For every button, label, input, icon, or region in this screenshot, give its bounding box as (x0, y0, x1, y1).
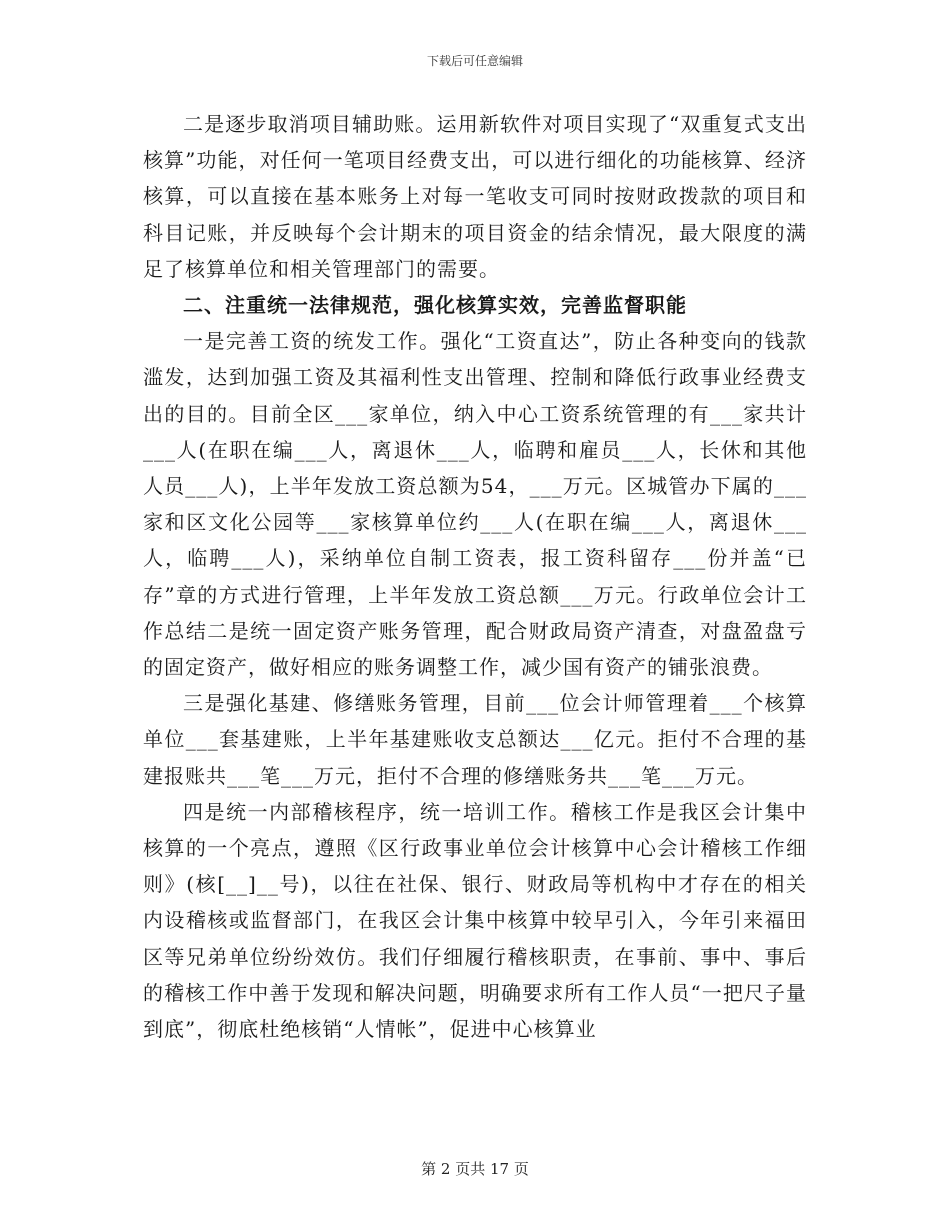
section-heading: 二、注重统一法律规范，强化核算实效，完善监督职能 (183, 293, 687, 318)
paragraph-construction: 三是强化基建、修缮账务管理，目前___位会计师管理着___个核算单位___套基建账，上半年基建账收支总额达___亿元。拒付不合理的基建报账共___笔___万元，拒付不合理的修缮账务共___笔___万元。 (143, 691, 807, 788)
paragraph-project-ledger: 二是逐步取消项目辅助账。运用新软件对项目实现了“双重复式支出核算”功能，对任何一笔项目经费支出，可以进行细化的功能核算、经济核算，可以直接在基本账务上对每一笔收支可同时按财政拨款的项目和科目记账，并反映每个会计期末的项目资金的结余情况，最大限度的满足了核算单位和相关管理部门的需要。 (143, 112, 807, 281)
document-body (143, 106, 807, 1047)
paragraph-audit: 四是统一内部稽核程序，统一培训工作。稽核工作是我区会计集中核算的一个亮点，遵照《区行政事业单位会计核算中心会计稽核工作细则》(核[__]__号)，以往在社保、银行、财政局等机构中才存在的相关内设稽核或监督部门，在我区会计集中核算中较早引入，今年引来福田区等兄弟单位纷纷效仿。我们仔细履行稽核职责，在事前、事中、事后的稽核工作中善于发现和解决问题，明确要求所有工作人员“一把尺子量到底”，彻底杜绝核销“人情帐”，促进中心核算业 (143, 799, 807, 1042)
paragraph-payroll: 一是完善工资的统发工作。强化“工资直达”，防止各种变向的钱款滥发，达到加强工资及其福利性支出管理、控制和降低行政事业经费支出的目的。目前全区___家单位，纳入中心工资系统管理的有___家共计___人(在职在编___人，离退休___人，临聘和雇员___人，长休和其他人员___人)，上半年发放工资总额为54，___万元。区城管办下属的___家和区文化公园等___家核算单位约___人(在职在编___人，离退休___人，临聘___人)，采纳单位自制工资表，报工资科留存___份并盖“已存”章的方式进行管理，上半年发放工资总额___万元。行政单位会计工作总结二是统一固定资产账务管理，配合财政局资产清查，对盘盈盘亏的固定资产，做好相应的账务调整工作，减少国有资产的铺张浪费。 (143, 329, 807, 680)
page-footer: 第 2 页共 17 页 (421, 1160, 529, 1178)
page-header: 下载后可任意编辑 (426, 54, 523, 68)
